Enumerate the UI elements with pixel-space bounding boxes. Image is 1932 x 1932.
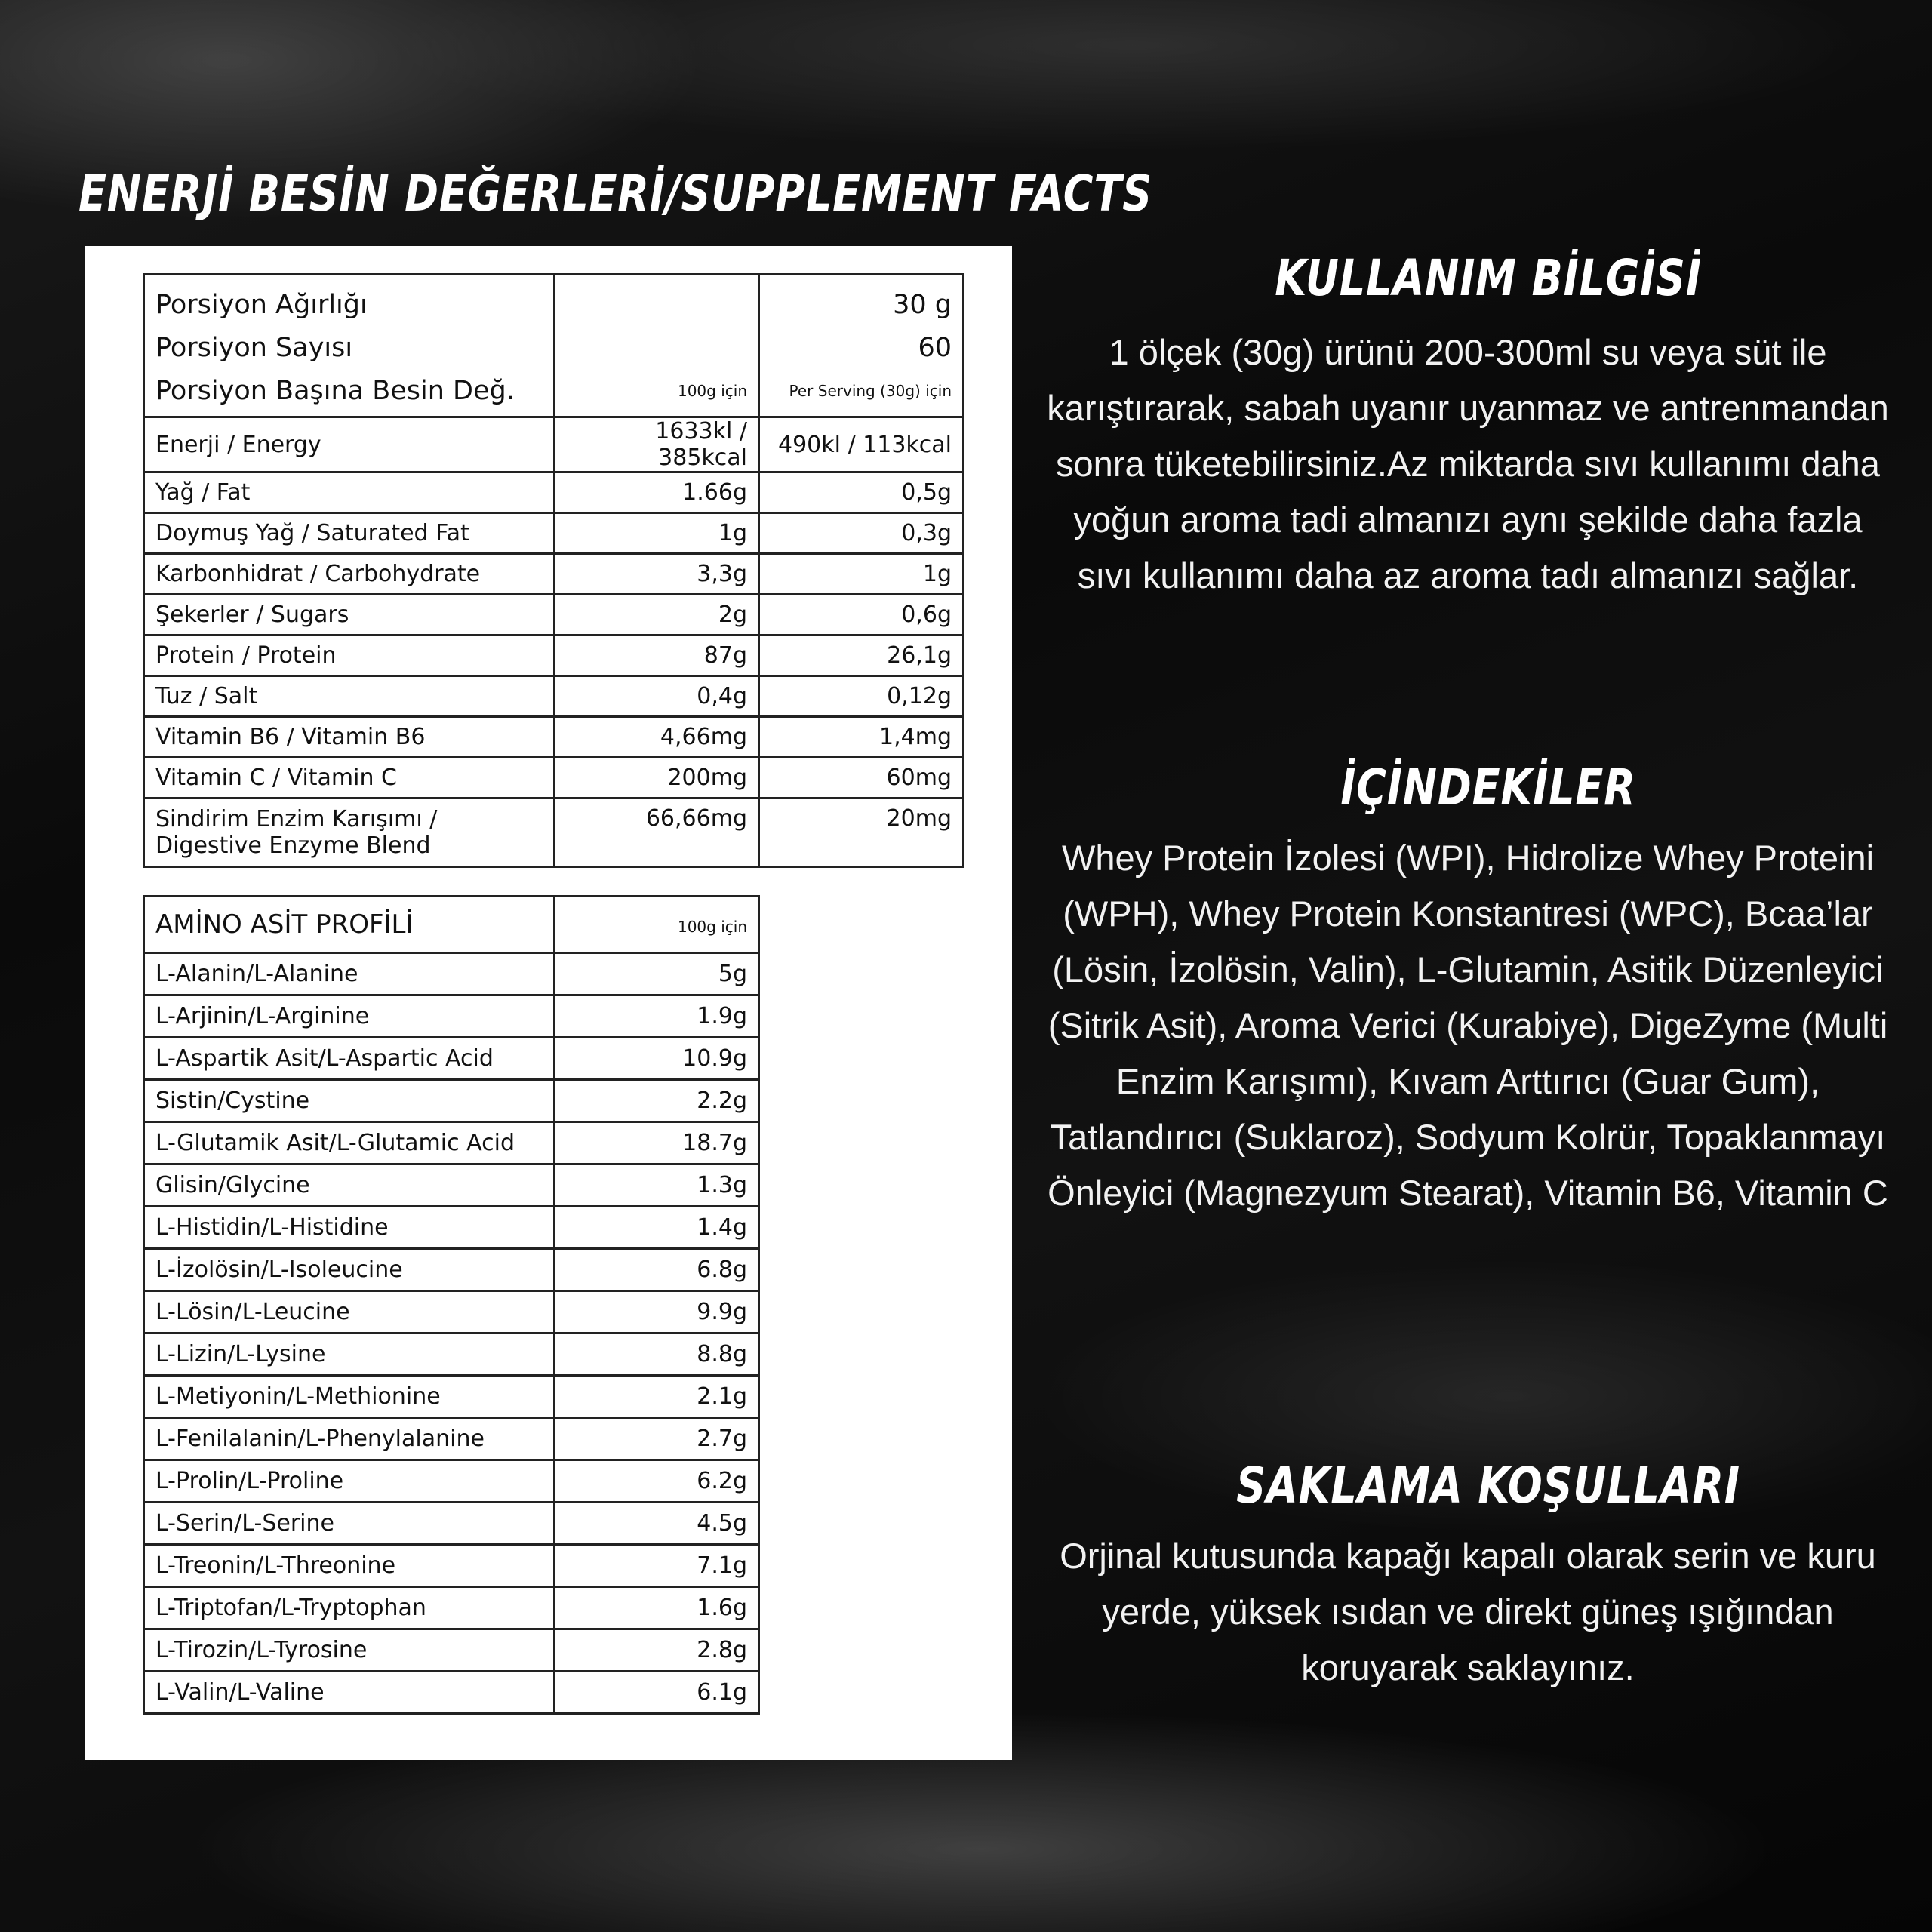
amino-value: 2.8g <box>697 1637 747 1663</box>
nutrient-per-100g: 200mg <box>667 764 747 791</box>
per-serving-label: Porsiyon Başına Besin Değ. <box>155 375 515 406</box>
amino-row <box>144 1249 759 1291</box>
amino-value: 10.9g <box>682 1045 747 1072</box>
nutrient-per-100g: 1g <box>718 520 747 546</box>
enzyme-name: Sindirim Enzim Karışımı / <box>155 806 438 832</box>
amino-row <box>144 995 759 1038</box>
amino-row <box>144 1291 759 1334</box>
amino-name: L-Prolin/L-Proline <box>155 1468 344 1494</box>
storage-text: Orjinal kutusunda kapağı kapalı olarak serin ve kuru yerde, yüksek ısıdan ve direkt güneş ışığından koruyarak saklayınız. <box>1060 1536 1876 1687</box>
amino-row <box>144 1629 759 1672</box>
supplement-facts-panel <box>85 246 1012 1760</box>
nutrient-row <box>144 513 964 554</box>
amino-name: Glisin/Glycine <box>155 1172 310 1198</box>
amino-name: L-Arjinin/L-Arginine <box>155 1003 370 1029</box>
nutrition-table <box>143 273 964 868</box>
amino-value: 7.1g <box>697 1552 747 1579</box>
amino-name: L-Serin/L-Serine <box>155 1510 334 1537</box>
amino-value: 6.2g <box>697 1468 747 1494</box>
amino-row <box>144 1460 759 1503</box>
amino-name: L-Valin/L-Valine <box>155 1679 325 1706</box>
per-100g-header: 100g için <box>677 382 747 400</box>
nutrient-row <box>144 554 964 595</box>
amino-header-row <box>144 897 759 953</box>
nutrient-per-100g: 0,4g <box>697 683 747 709</box>
nutrient-name: Tuz / Salt <box>155 683 258 709</box>
amino-name: L-İzolösin/L-Isoleucine <box>155 1257 403 1283</box>
enzyme-per-100g: 66,66mg <box>645 805 747 832</box>
amino-value: 2.7g <box>697 1426 747 1452</box>
ingredients-text: Whey Protein İzolesi (WPI), Hidrolize Whey Proteini (WPH), Whey Protein Konstantresi (WPC), Bcaa’lar (Lösin, İzolösin, Valin), L-Glutamin, Asitik Düzenleyici (Sitrik Asit), Aroma Verici (Kurabiye), DigeZyme (Multi Enzim Karışımı), Kıvam Arttırıcı (Guar Gum), Tatlandırıcı (Suklaroz), Sodyum Kolrür, Topaklanmayı Önleyici (Magnezyum Stearat), Vitamin B6, Vitamin C <box>1048 838 1888 1213</box>
nutrient-per-100g: 1.66g <box>682 479 747 506</box>
amino-row <box>144 1545 759 1587</box>
nutrient-per-serving: 0,12g <box>887 683 952 709</box>
amino-row <box>144 1080 759 1122</box>
amino-value: 4.5g <box>697 1510 747 1537</box>
amino-name: L-Lösin/L-Leucine <box>155 1299 350 1325</box>
amino-value: 1.4g <box>697 1214 747 1241</box>
nutrient-per-100g: 87g <box>703 642 747 669</box>
amino-name: L-Alanin/L-Alanine <box>155 961 358 987</box>
nutrient-per-serving: 1,4mg <box>879 724 952 750</box>
nutrient-row <box>144 417 964 472</box>
per-serving-header: Per Serving (30g) için <box>789 381 952 400</box>
nutrient-per-serving: 26,1g <box>887 642 952 669</box>
nutrient-name: Karbonhidrat / Carbohydrate <box>155 561 481 587</box>
amino-value: 2.1g <box>697 1383 747 1410</box>
amino-value: 6.8g <box>697 1257 747 1283</box>
nutrient-per-serving: 0,6g <box>901 601 952 628</box>
serving-weight-value: 30 g <box>893 289 952 320</box>
amino-name: L-Aspartik Asit/L-Aspartic Acid <box>155 1045 494 1072</box>
nutrient-name: Vitamin C / Vitamin C <box>155 764 397 791</box>
amino-name: L-Lizin/L-Lysine <box>155 1341 326 1367</box>
amino-row <box>144 1376 759 1418</box>
amino-row <box>144 1122 759 1164</box>
amino-row <box>144 1164 759 1207</box>
usage-heading: KULLANIM BİLGİSİ <box>1275 249 1702 307</box>
nutrient-name: Vitamin B6 / Vitamin B6 <box>155 724 426 750</box>
amino-name: L-Triptofan/L-Tryptophan <box>155 1595 426 1621</box>
nutrient-name: Yağ / Fat <box>155 479 251 506</box>
amino-name: L-Treonin/L-Threonine <box>155 1552 396 1579</box>
amino-value: 1.9g <box>697 1003 747 1029</box>
serving-count-label: Porsiyon Sayısı <box>155 332 353 363</box>
nutrient-row <box>144 635 964 676</box>
amino-value: 1.6g <box>697 1595 747 1621</box>
amino-value: 6.1g <box>697 1679 747 1706</box>
serving-weight-label: Porsiyon Ağırlığı <box>155 289 368 320</box>
amino-value: 18.7g <box>682 1130 747 1156</box>
amino-row <box>144 1587 759 1629</box>
storage-heading: SAKLAMA KOŞULLARI <box>1236 1457 1740 1515</box>
amino-value: 8.8g <box>697 1341 747 1367</box>
serving-header-row <box>144 275 964 417</box>
nutrient-per-100g: 3,3g <box>697 561 747 587</box>
usage-text: 1 ölçek (30g) ürünü 200-300ml su veya süt ile karıştırarak, sabah uyanır uyanmaz ve antrenmandan sonra tüketebilirsiniz.Az miktarda sıvı kullanımı daha yoğun aroma tadi almanızı aynı şekilde daha fazla sıvı kullanımı daha az aroma tadı almanızı sağlar. <box>1047 332 1889 595</box>
amino-name: L-Histidin/L-Histidine <box>155 1214 389 1241</box>
nutrient-name: Protein / Protein <box>155 642 337 669</box>
amino-row <box>144 1334 759 1376</box>
nutrient-name: Doymuş Yağ / Saturated Fat <box>155 520 469 546</box>
nutrient-per-serving: 1g <box>922 561 952 587</box>
amino-name: L-Tirozin/L-Tyrosine <box>155 1637 368 1663</box>
nutrient-per-serving: 0,5g <box>901 479 952 506</box>
nutrient-row <box>144 595 964 635</box>
amino-value: 9.9g <box>697 1299 747 1325</box>
amino-row <box>144 1418 759 1460</box>
nutrient-row <box>144 472 964 513</box>
nutrient-per-serving: 490kl / 113kcal <box>778 431 952 458</box>
amino-row <box>144 953 759 995</box>
amino-name: L-Metiyonin/L-Methionine <box>155 1383 441 1410</box>
amino-value: 1.3g <box>697 1172 747 1198</box>
amino-row <box>144 1672 759 1714</box>
amino-acid-table <box>143 895 760 1715</box>
enzyme-row <box>144 798 964 867</box>
amino-row <box>144 1207 759 1249</box>
amino-row <box>144 1038 759 1080</box>
nutrient-row <box>144 717 964 758</box>
amino-row <box>144 1503 759 1545</box>
amino-100g-header: 100g için <box>677 917 747 936</box>
nutrient-name: Şekerler / Sugars <box>155 601 349 628</box>
amino-value: 5g <box>718 961 747 987</box>
nutrient-per-100g: 2g <box>718 601 747 628</box>
nutrient-per-serving: 0,3g <box>901 520 952 546</box>
nutrient-per-100g: 4,66mg <box>660 724 747 750</box>
serving-count-value: 60 <box>918 332 952 363</box>
ingredients-heading: İÇİNDEKİLER <box>1340 758 1636 817</box>
nutrient-name: Enerji / Energy <box>155 431 321 458</box>
enzyme-name: Digestive Enzyme Blend <box>155 832 431 859</box>
amino-name: L-Fenilalanin/L-Phenylalanine <box>155 1426 485 1452</box>
nutrient-row <box>144 758 964 798</box>
page-title: ENERJİ BESİN DEĞERLERİ/SUPPLEMENT FACTS <box>78 165 1152 223</box>
nutrient-per-serving: 60mg <box>886 764 952 791</box>
nutrient-row <box>144 676 964 717</box>
amino-name: L-Glutamik Asit/L-Glutamic Acid <box>155 1130 515 1156</box>
amino-title: AMİNO ASİT PROFİLİ <box>155 909 414 940</box>
enzyme-per-serving: 20mg <box>886 805 952 832</box>
amino-value: 2.2g <box>697 1088 747 1114</box>
nutrient-per-100g: 1633kl / 385kcal <box>655 418 747 471</box>
amino-name: Sistin/Cystine <box>155 1088 310 1114</box>
